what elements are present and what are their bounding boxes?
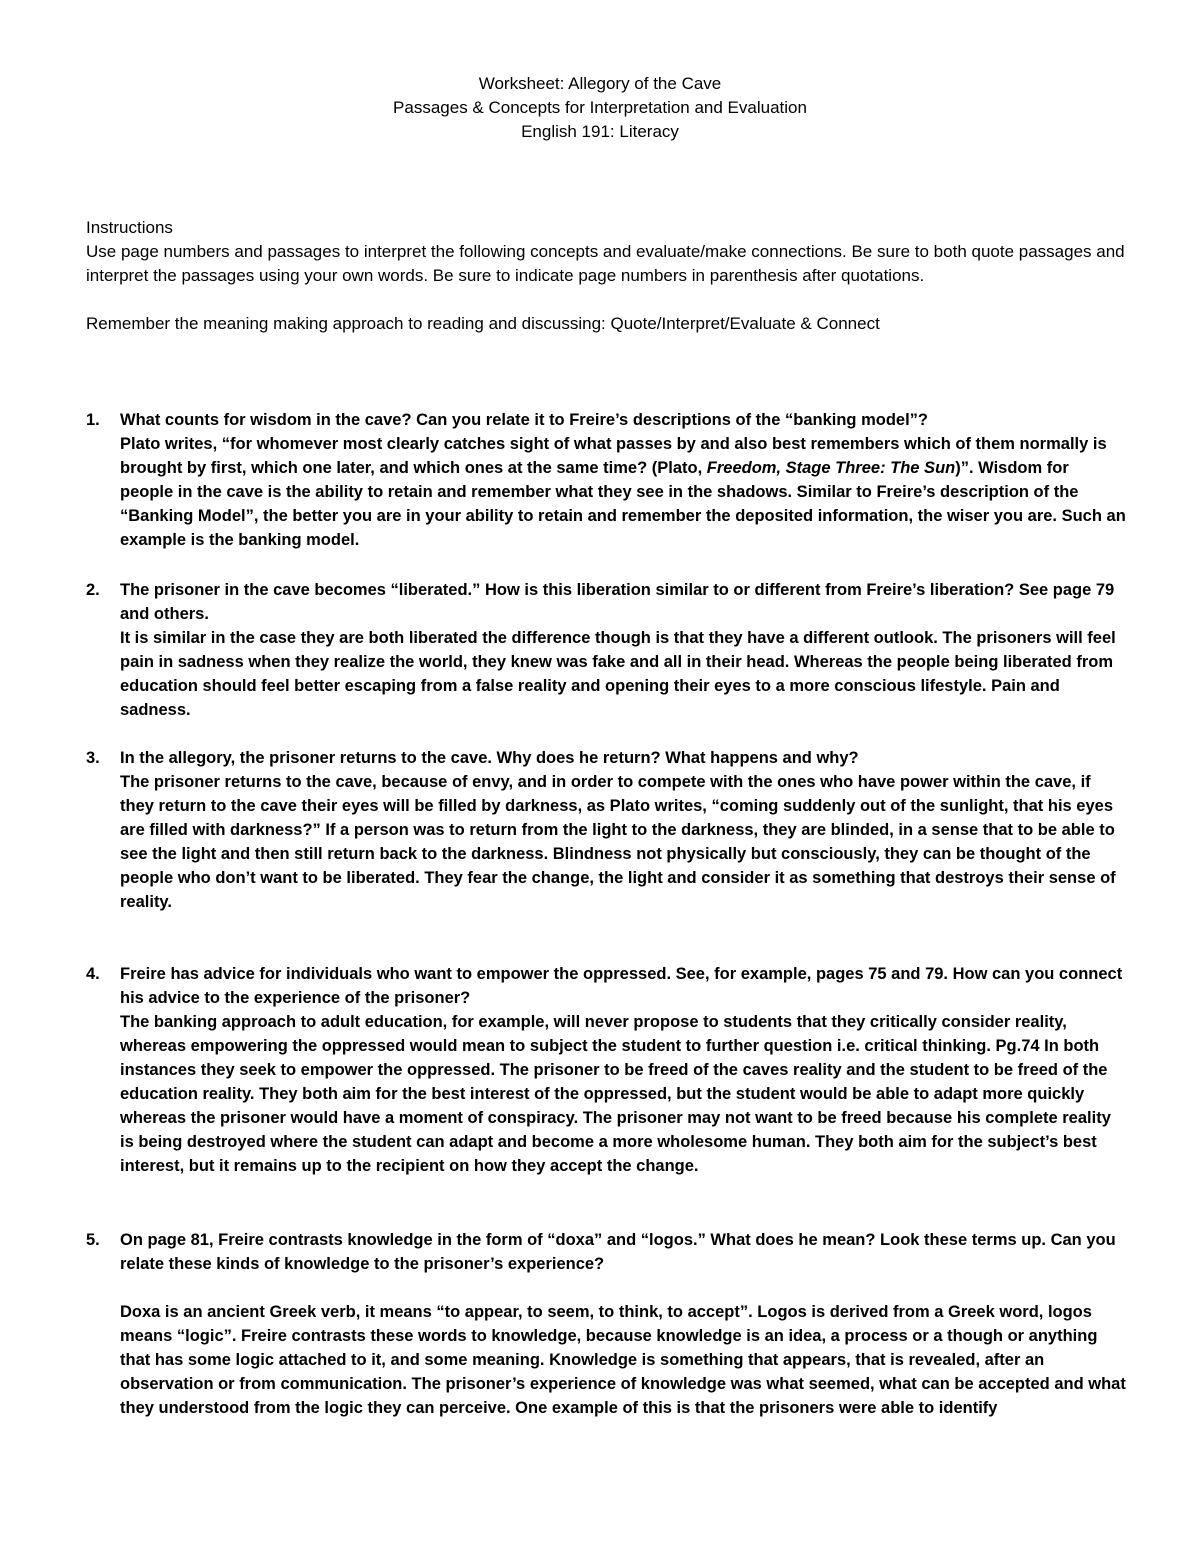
- question-text: Freire has advice for individuals who want to empower the oppressed. See, for example, pages 75 and 79. How can you connect his advice to the experience of the prisoner?: [120, 965, 1123, 1007]
- question-text: The prisoner in the cave becomes “liberated.” How is this liberation similar to or different from Freire’s liberation? See page 79 and others.: [120, 581, 1115, 623]
- question-item: [86, 408, 1126, 552]
- instructions-reminder: Remember the meaning making approach to reading and discussing: Quote/Interpret/Evaluate & Connect: [86, 314, 880, 333]
- answer-text: It is similar in the case they are both liberated the difference though is that they have a different outlook. The prisoners will feel pain in sadness when they realize the world, they knew was fake and all in their head. Whereas the people being liberated from education should feel better escaping from a false reality and opening their eyes to a more conscious lifestyle. Pain and sadness.: [120, 629, 1116, 719]
- question-number: 1.: [86, 411, 100, 429]
- instructions-text: Use page numbers and passages to interpret the following concepts and evaluate/make connections. Be sure to both quote passages and interpret the passages using your own words. Be sure to indicate page numbers in parenthesis after quotations.: [86, 242, 1125, 285]
- worksheet-subtitle: Passages & Concepts for Interpretation and Evaluation: [393, 98, 807, 117]
- answer-text: [120, 432, 1126, 552]
- course-name: English 191: Literacy: [521, 122, 679, 141]
- answer-text-part: Plato writes, “for whomever most clearly catches sight of what passes by and also best remembers which of them normally is brought by first, which one later, and which ones at the same time? (Plato,: [120, 435, 1107, 477]
- instructions-heading: Instructions: [86, 218, 173, 237]
- question-item: [86, 962, 1126, 1178]
- answer-text-part: )”. Wisdom for people in the cave is the ability to retain and remember what they see in the shadows. Similar to Freire’s description of the “Banking Model”, the better you are in your ability to retain and remember the deposited information, the wiser you are. Such an example is the banking model.: [120, 459, 1126, 549]
- question-text: On page 81, Freire contrasts knowledge in the form of “doxa” and “logos.” What does he mean? Look these terms up. Can you relate these kinds of knowledge to the prisoner’s experience?: [120, 1231, 1116, 1273]
- question-number: 4.: [86, 965, 100, 983]
- question-item: [86, 746, 1126, 914]
- question-number: 5.: [86, 1231, 100, 1249]
- answer-text: The prisoner returns to the cave, because of envy, and in order to compete with the ones who have power within the cave, if they return to the cave their eyes will be filled by darkness, as Plato writes, “coming suddenly out of the sunlight, that his eyes are filled with darkness?” If a person was to return from the light to the darkness, they are blinded, in a sense that to be able to see the light and then still return back to the darkness. Blindness not physically but consciously, they can be thought of the people who don’t want to be liberated. They fear the change, the light and consider it as something that destroys their sense of reality.: [120, 773, 1116, 911]
- answer-text: The banking approach to adult education, for example, will never propose to students that they critically consider reality, whereas empowering the oppressed would mean to subject the student to further question i.e. critical thinking. Pg.74 In both instances they seek to empower the oppressed. The prisoner to be freed of the caves reality and the student to be freed of the education reality. They both aim for the best interest of the oppressed, but the student would be able to adapt more quickly whereas the prisoner would have a moment of conspiracy. The prisoner may not want to be freed because his complete reality is being destroyed where the student can adapt and become a more wholesome human. They both aim for the subject’s best interest, but it remains up to the recipient on how they accept the change.: [120, 1013, 1111, 1175]
- answer-text: Doxa is an ancient Greek verb, it means “to appear, to seem, to think, to accept”. Logos is derived from a Greek word, logos means “logic”. Freire contrasts these words to knowledge, because knowledge is an idea, a process or a though or anything that has some logic attached to it, and some meaning. Knowledge is something that appears, that is revealed, after an observation or from communication. The prisoner’s experience of knowledge was what seemed, what can be accepted and what they understood from the logic they can perceive. One example of this is that the prisoners were able to identify: [120, 1303, 1126, 1417]
- answer-italic-citation: Freedom, Stage Three: The Sun: [706, 459, 956, 477]
- document-header: [0, 72, 1200, 144]
- question-number: 3.: [86, 749, 100, 767]
- question-text: What counts for wisdom in the cave? Can you relate it to Freire’s descriptions of the “banking model”?: [120, 411, 929, 429]
- question-number: 2.: [86, 581, 100, 599]
- instructions-section: [86, 216, 1126, 336]
- worksheet-title: Worksheet: Allegory of the Cave: [478, 74, 722, 93]
- question-item: [86, 578, 1126, 722]
- question-item: [86, 1228, 1126, 1420]
- question-text: In the allegory, the prisoner returns to the cave. Why does he return? What happens and why?: [120, 749, 859, 767]
